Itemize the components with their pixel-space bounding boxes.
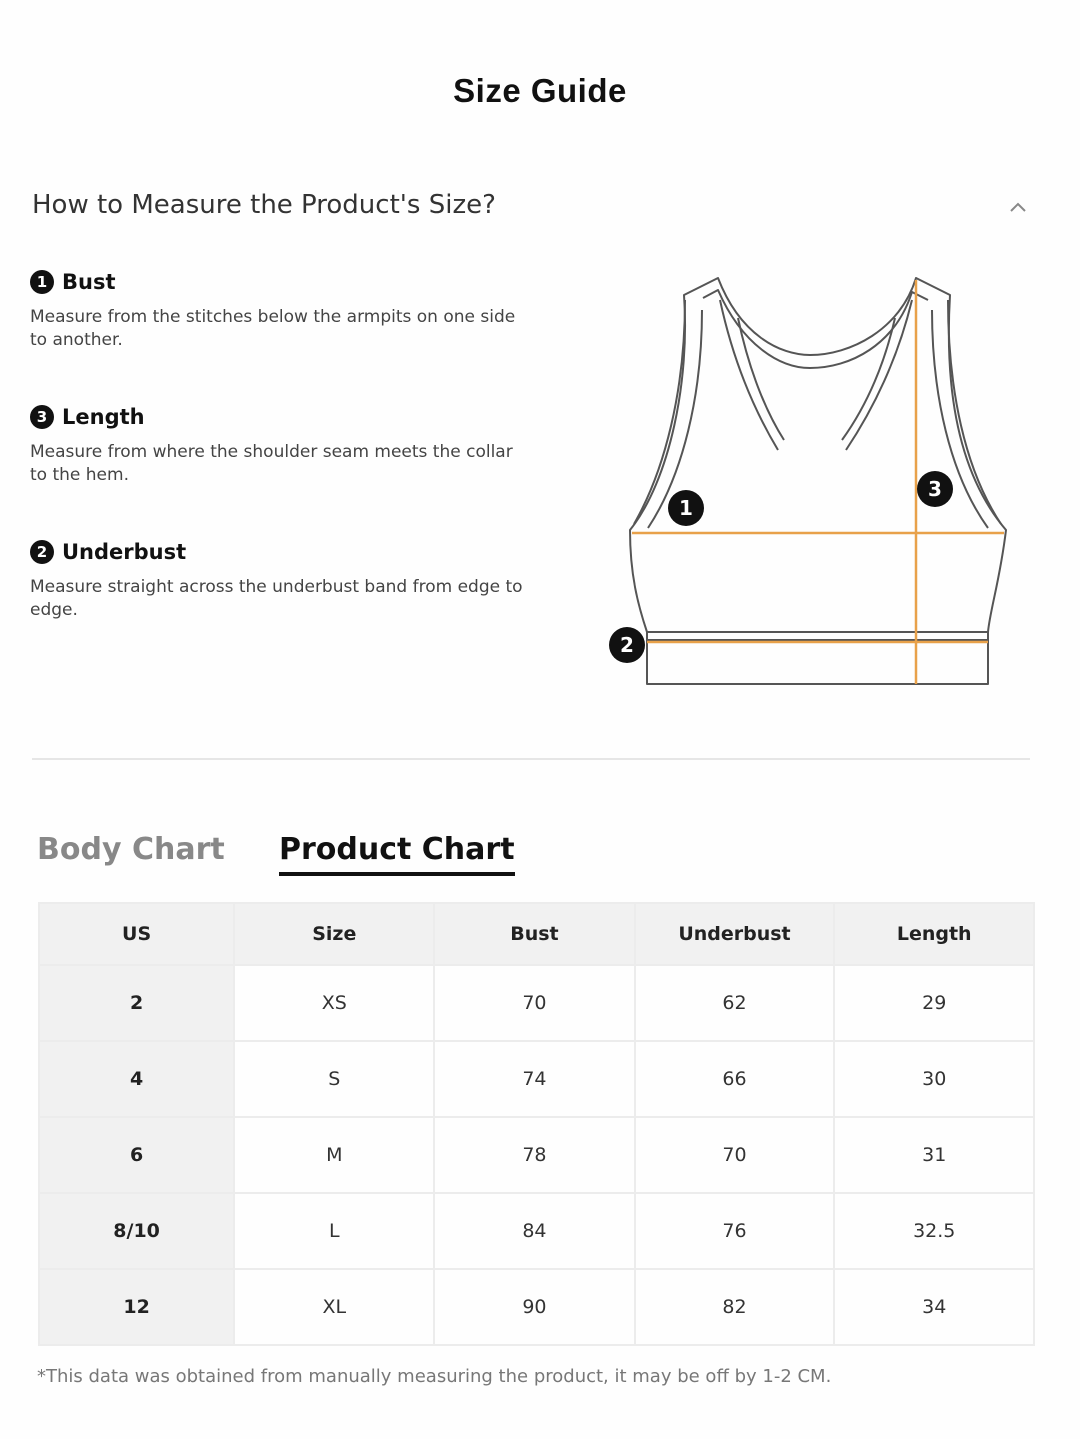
cell-size: S bbox=[234, 1041, 434, 1117]
cell-length: 32.5 bbox=[834, 1193, 1034, 1269]
cell-us: 8/10 bbox=[39, 1193, 234, 1269]
cell-us: 6 bbox=[39, 1117, 234, 1193]
number-badge: 3 bbox=[30, 405, 54, 429]
svg-text:1: 1 bbox=[679, 496, 693, 520]
cell-us: 2 bbox=[39, 965, 234, 1041]
number-badge: 2 bbox=[30, 540, 54, 564]
how-to-measure-header[interactable] bbox=[32, 190, 1032, 230]
number-badge: 1 bbox=[30, 270, 54, 294]
cell-size: L bbox=[234, 1193, 434, 1269]
cell-size: XS bbox=[234, 965, 434, 1041]
marker-3 bbox=[917, 471, 953, 507]
tab-label: Product Chart bbox=[279, 832, 515, 867]
cell-bust: 78 bbox=[434, 1117, 634, 1193]
cell-us: 12 bbox=[39, 1269, 234, 1345]
header-length: Length bbox=[834, 903, 1034, 965]
measure-description: Measure from where the shoulder seam meets the collar to the hem. bbox=[30, 442, 513, 485]
svg-text:3: 3 bbox=[928, 477, 942, 501]
racerback-strap-left-inner bbox=[738, 318, 784, 440]
table-header-row bbox=[39, 903, 1034, 965]
measure-item-underbust bbox=[30, 540, 530, 622]
marker-1 bbox=[668, 490, 704, 526]
racerback-strap-right bbox=[846, 300, 912, 450]
tab-product-chart[interactable] bbox=[279, 832, 515, 867]
sports-bra-diagram bbox=[600, 260, 1030, 700]
table-row bbox=[39, 965, 1034, 1041]
cell-underbust: 70 bbox=[635, 1117, 835, 1193]
header-us: US bbox=[39, 903, 234, 965]
cell-underbust: 62 bbox=[635, 965, 835, 1041]
cell-length: 30 bbox=[834, 1041, 1034, 1117]
header-bust: Bust bbox=[434, 903, 634, 965]
marker-2 bbox=[609, 627, 645, 663]
measure-item-length bbox=[30, 405, 530, 487]
svg-text:2: 2 bbox=[620, 633, 634, 657]
cell-underbust: 82 bbox=[635, 1269, 835, 1345]
cell-length: 29 bbox=[834, 965, 1034, 1041]
size-table bbox=[38, 902, 1035, 1346]
tab-label: Body Chart bbox=[37, 832, 225, 867]
measure-title: Underbust bbox=[62, 540, 187, 564]
table-row bbox=[39, 1269, 1034, 1345]
footnote: *This data was obtained from manually measuring the product, it may be off by 1-2 CM. bbox=[37, 1366, 832, 1387]
chart-tabs bbox=[37, 832, 737, 882]
cell-length: 31 bbox=[834, 1117, 1034, 1193]
cell-size: M bbox=[234, 1117, 434, 1193]
measure-description: Measure straight across the underbust band from edge to edge. bbox=[30, 577, 523, 620]
cell-underbust: 66 bbox=[635, 1041, 835, 1117]
measure-description: Measure from the stitches below the armpits on one side to another. bbox=[30, 307, 516, 350]
tab-body-chart[interactable] bbox=[37, 832, 225, 867]
measure-title: Length bbox=[62, 405, 145, 429]
section-title: How to Measure the Product's Size? bbox=[32, 190, 496, 220]
active-tab-underline bbox=[279, 872, 515, 876]
chevron-up-icon[interactable] bbox=[1006, 196, 1030, 220]
cell-length: 34 bbox=[834, 1269, 1034, 1345]
cell-us: 4 bbox=[39, 1041, 234, 1117]
table-row bbox=[39, 1193, 1034, 1269]
table-row bbox=[39, 1117, 1034, 1193]
table-row bbox=[39, 1041, 1034, 1117]
cell-bust: 90 bbox=[434, 1269, 634, 1345]
header-underbust: Underbust bbox=[635, 903, 835, 965]
cell-size: XL bbox=[234, 1269, 434, 1345]
racerback-strap-left bbox=[720, 300, 778, 450]
page-title: Size Guide bbox=[453, 72, 627, 109]
cell-bust: 70 bbox=[434, 965, 634, 1041]
cell-underbust: 76 bbox=[635, 1193, 835, 1269]
measure-title: Bust bbox=[62, 270, 116, 294]
header-size: Size bbox=[234, 903, 434, 965]
cell-bust: 84 bbox=[434, 1193, 634, 1269]
cell-bust: 74 bbox=[434, 1041, 634, 1117]
section-divider bbox=[32, 758, 1030, 760]
measure-item-bust bbox=[30, 270, 530, 352]
